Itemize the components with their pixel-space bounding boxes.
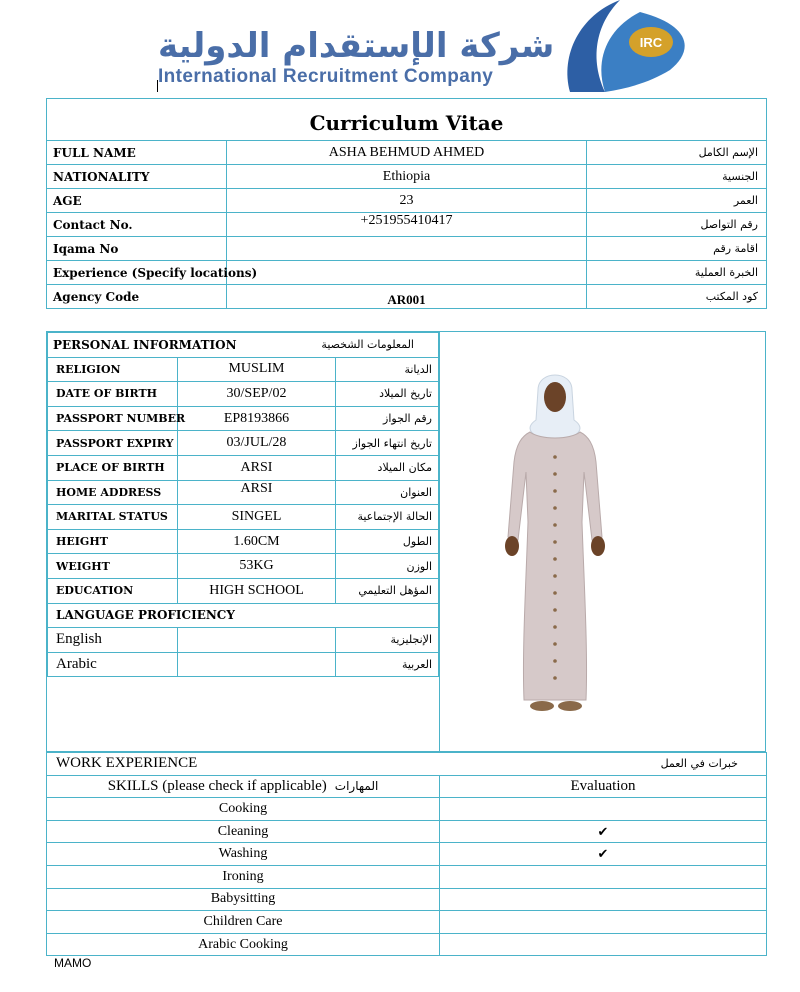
skill-name: Children Care xyxy=(47,911,440,934)
field-label-arabic: تاريخ انتهاء الجواز xyxy=(336,431,439,456)
skills-heading-text: SKILLS (please check if applicable) xyxy=(107,777,327,794)
field-label-arabic: الإسم الكامل xyxy=(587,141,767,165)
field-label: Contact No. xyxy=(47,213,227,237)
company-name-arabic: شركة الإستقدام الدولية xyxy=(158,26,555,66)
field-value: SINGEL xyxy=(178,505,336,530)
language-level xyxy=(178,628,336,653)
skill-row-cooking xyxy=(47,798,767,821)
skill-evaluation-checkbox[interactable] xyxy=(440,888,767,911)
skill-evaluation-checkbox[interactable] xyxy=(440,865,767,888)
field-label: MARITAL STATUS xyxy=(48,505,178,530)
field-label: AGE xyxy=(47,189,227,213)
work-experience-row xyxy=(47,753,767,776)
field-label-arabic: الجنسية xyxy=(587,165,767,189)
field-value: +251955410417 xyxy=(227,213,587,237)
skill-evaluation-checkbox[interactable]: ✔ xyxy=(440,820,767,843)
field-label-arabic: مكان الميلاد xyxy=(336,455,439,480)
logo-emblem-icon xyxy=(550,0,695,92)
language-label-arabic: العربية xyxy=(336,652,439,677)
field-label-arabic: المؤهل التعليمي xyxy=(336,578,439,603)
language-label-arabic: الإنجليزية xyxy=(336,628,439,653)
personal-row-dob xyxy=(48,382,439,407)
field-label: EDUCATION xyxy=(48,578,178,603)
skill-evaluation-checkbox[interactable] xyxy=(440,933,767,956)
cv-row-full-name xyxy=(47,141,767,165)
language-row-arabic xyxy=(48,652,439,677)
personal-row-height xyxy=(48,529,439,554)
field-label: PASSPORT EXPIRY xyxy=(48,431,178,456)
language-heading: LANGUAGE PROFICIENCY xyxy=(48,603,439,628)
field-value: HIGH SCHOOL xyxy=(178,578,336,603)
cv-row-iqama xyxy=(47,237,767,261)
evaluation-heading: Evaluation xyxy=(440,775,767,798)
language-label: English xyxy=(48,628,178,653)
field-label: RELIGION xyxy=(48,357,178,382)
personal-row-passport-expiry xyxy=(48,431,439,456)
field-label: Iqama No xyxy=(47,237,227,261)
work-experience-heading: WORK EXPERIENCE xyxy=(47,753,440,776)
personal-heading: PERSONAL INFORMATION xyxy=(48,333,336,358)
skill-row-arabic-cooking xyxy=(47,933,767,956)
skill-evaluation-checkbox[interactable]: ✔ xyxy=(440,843,767,866)
field-value: MUSLIM xyxy=(178,357,336,382)
personal-row-home-address xyxy=(48,480,439,505)
cv-row-nationality xyxy=(47,165,767,189)
field-value: ARSI xyxy=(178,455,336,480)
logo-badge-text: IRC xyxy=(639,35,663,50)
skill-row-washing xyxy=(47,843,767,866)
field-label-arabic: الخبرة العملية xyxy=(587,261,767,285)
field-value: EP8193866 xyxy=(178,406,336,431)
skill-name: Cleaning xyxy=(47,820,440,843)
field-label: Experience (Specify locations) xyxy=(47,261,227,285)
field-value: 30/SEP/02 xyxy=(178,382,336,407)
field-value: Ethiopia xyxy=(227,165,587,189)
field-label: NATIONALITY xyxy=(47,165,227,189)
skill-evaluation-checkbox[interactable] xyxy=(440,911,767,934)
field-label: HEIGHT xyxy=(48,529,178,554)
field-label: DATE OF BIRTH xyxy=(48,382,178,407)
cv-row-experience xyxy=(47,261,767,285)
cv-summary-table xyxy=(46,98,767,309)
skill-row-children-care xyxy=(47,911,767,934)
skill-row-ironing xyxy=(47,865,767,888)
personal-row-place-of-birth xyxy=(48,455,439,480)
skills-heading-arabic: المهارات xyxy=(334,778,379,793)
candidate-photo xyxy=(500,362,610,717)
skills-header-row xyxy=(47,775,767,798)
field-value xyxy=(227,237,587,261)
personal-heading-arabic: المعلومات الشخصية xyxy=(336,333,439,358)
field-value xyxy=(227,261,587,285)
skill-name: Arabic Cooking xyxy=(47,933,440,956)
field-value: ARSI xyxy=(178,480,336,505)
skill-name: Cooking xyxy=(47,798,440,821)
personal-row-religion xyxy=(48,357,439,382)
field-value: 23 xyxy=(227,189,587,213)
section-divider xyxy=(439,331,440,752)
skill-name: Ironing xyxy=(47,865,440,888)
work-experience-heading-arabic: خبرات في العمل xyxy=(440,753,767,776)
cv-title: Curriculum Vitae xyxy=(47,99,767,141)
field-label-arabic: رقم الجواز xyxy=(336,406,439,431)
cv-row-agency-code xyxy=(47,285,767,309)
skill-evaluation-checkbox[interactable] xyxy=(440,798,767,821)
field-label: FULL NAME xyxy=(47,141,227,165)
field-label: WEIGHT xyxy=(48,554,178,579)
skills-heading xyxy=(47,775,440,798)
company-logo xyxy=(150,0,695,95)
field-value: AR001 xyxy=(227,285,587,309)
cv-row-age xyxy=(47,189,767,213)
personal-info-table xyxy=(47,332,439,677)
field-label-arabic: كود المكتب xyxy=(587,285,767,309)
skills-table xyxy=(46,752,767,956)
field-label: HOME ADDRESS xyxy=(48,480,178,505)
field-label: PLACE OF BIRTH xyxy=(48,455,178,480)
skill-name: Washing xyxy=(47,843,440,866)
field-label: Agency Code xyxy=(47,285,227,309)
language-level xyxy=(178,652,336,677)
field-label-arabic: تاريخ الميلاد xyxy=(336,382,439,407)
personal-heading-row xyxy=(48,333,439,358)
personal-row-weight xyxy=(48,554,439,579)
company-name-english: International Recruitment Company xyxy=(158,66,494,87)
field-label: PASSPORT NUMBER xyxy=(48,406,178,431)
language-heading-row xyxy=(48,603,439,628)
field-label-arabic: الطول xyxy=(336,529,439,554)
personal-row-marital-status xyxy=(48,505,439,530)
field-label-arabic: الحالة الإجتماعية xyxy=(336,505,439,530)
personal-row-passport-number xyxy=(48,406,439,431)
field-label-arabic: العنوان xyxy=(336,480,439,505)
field-value: 03/JUL/28 xyxy=(178,431,336,456)
footer-note: MAMO xyxy=(54,956,92,970)
skill-row-babysitting xyxy=(47,888,767,911)
personal-row-education xyxy=(48,578,439,603)
skill-name: Babysitting xyxy=(47,888,440,911)
cv-row-contact xyxy=(47,213,767,237)
text-cursor xyxy=(157,80,158,92)
field-label-arabic: اقامة رقم xyxy=(587,237,767,261)
field-label-arabic: الوزن xyxy=(336,554,439,579)
field-label-arabic: رقم التواصل xyxy=(587,213,767,237)
language-label: Arabic xyxy=(48,652,178,677)
skill-row-cleaning xyxy=(47,820,767,843)
field-value: ASHA BEHMUD AHMED xyxy=(227,141,587,165)
field-value: 53KG xyxy=(178,554,336,579)
language-row-english xyxy=(48,628,439,653)
field-value: 1.60CM xyxy=(178,529,336,554)
field-label-arabic: الديانة xyxy=(336,357,439,382)
field-label-arabic: العمر xyxy=(587,189,767,213)
